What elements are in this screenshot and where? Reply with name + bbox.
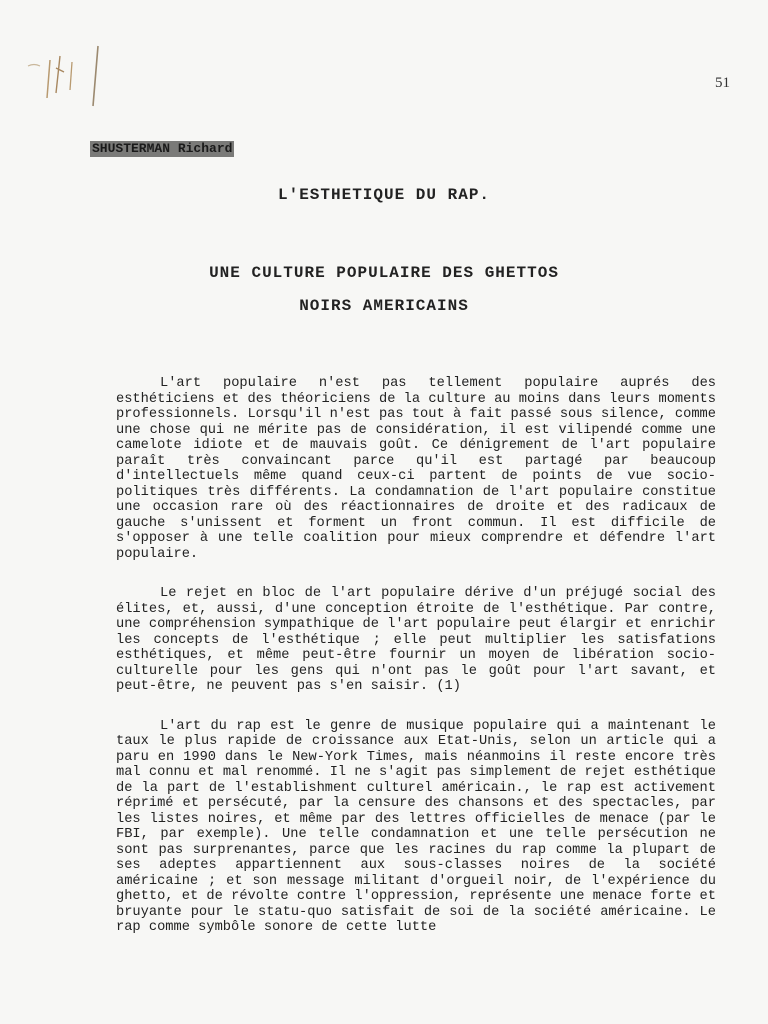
article-title: L'ESTHETIQUE DU RAP.: [277, 186, 491, 204]
paragraph: L'art du rap est le genre de musique populaire qui a maintenant le taux le plus rapide de croissance aux Etat-Unis, selon un article qui a paru en 1990 dans le New-York Times, mais néanmoins il reste encore très mal connu et mal renommé. Il ne s'agit pas simplement de rejet esthétique de la part de l'establishment culturel américain., le rap est activement réprimé et persécuté, par la censure des chansons et des spectacles, par les listes noires, et même par des lettres officielles de menace (par le FBI, par exemple). Une telle condamnation et une telle persécution ne sont pas surprenantes, parce que les racines du rap comme la plupart de ses adeptes appartiennent aux sous-classes noires de la société américaine ; et son message militant d'orgueil noir, de l'expérience du ghetto, et de révolte contre l'oppression, représente une menace forte et bruyante pour le statu-quo satisfait de soi de la société américaine. Le rap comme symbôle sonore de cette lutte: [116, 718, 716, 935]
page-number: 51: [715, 75, 730, 91]
author-name: SHUSTERMAN Richard: [92, 141, 233, 156]
article-subtitle-line1: UNE CULTURE POPULAIRE DES GHETTOS: [209, 264, 559, 282]
article-body: [116, 376, 716, 960]
paragraph: Le rejet en bloc de l'art populaire dérive d'un préjugé social des élites, et, aussi, d'une conception étroite de l'esthétique. Par contre, une compréhension sympathique de l'art populaire peut élargir et enrichir les concepts de l'esthétique ; elle peut multiplier les satisfations esthétiques, et même peut-être fournir un moyen de libération socio-culturelle pour les gens qui n'ont pas le goût pour l'art savant, et peut-être, ne peuvent pas s'en saisir. (1): [116, 586, 716, 694]
paragraph: L'art populaire n'est pas tellement populaire auprés des esthéticiens et des théoriciens de la culture au moins dans leurs moments professionnels. Lorsqu'il n'est pas tout à fait passé sous silence, comme une chose qui ne mérite pas de considération, il est vilipendé comme une camelote idiote et de mauvais goût. Ce dénigrement de l'art populaire paraît très convaincant parce qu'il est partagé par beaucoup d'intellectuels même quand ceux-ci partent de points de vue socio-politiques très différents. La condamnation de l'art populaire constitue une occasion rare où des réactionnaires de droite et des radicaux de gauche s'unissent et forment un front commun. Il est difficile de s'opposer à une telle coalition pour mieux comprendre et défendre l'art populaire.: [116, 376, 716, 562]
handwritten-annotation: [20, 38, 130, 110]
article-subtitle-line2: NOIRS AMERICAINS: [299, 297, 469, 315]
